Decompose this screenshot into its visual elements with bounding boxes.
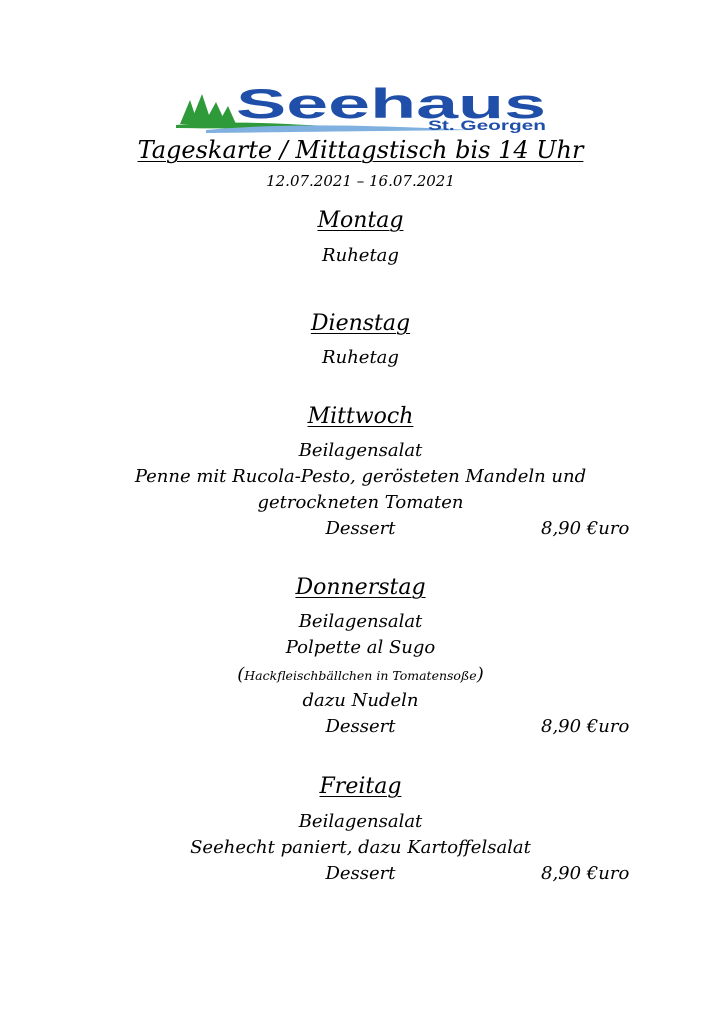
logo-name: Seehaus <box>236 84 546 127</box>
day-heading-donnerstag: Donnerstag <box>295 575 426 600</box>
menu-item-freitag-main: Seehecht paniert, dazu Kartoffelsalat <box>190 837 531 858</box>
seehaus-logo <box>176 84 550 134</box>
menu-item-mittwoch-main-cont: getrockneten Tomaten <box>257 492 464 513</box>
menu-item-freitag-dessert: Dessert <box>325 863 396 884</box>
price-mittwoch: 8,90 €uro <box>541 518 630 539</box>
price-freitag: 8,90 €uro <box>541 863 630 884</box>
dessert-price-row-mittwoch <box>0 520 721 544</box>
menu-item-montag: Ruhetag <box>322 245 399 266</box>
dessert-price-row-freitag <box>0 865 721 889</box>
menu-item-donnerstag-note <box>0 666 721 684</box>
logo-graphic <box>176 84 550 134</box>
note-text: Hackfleischbällchen in Tomatensoße <box>244 668 477 683</box>
note-paren-open: ( <box>237 664 245 685</box>
day-heading-freitag: Freitag <box>319 774 402 799</box>
note-paren-close: ) <box>476 664 484 685</box>
day-heading-montag: Montag <box>317 208 404 233</box>
logo-subtitle: St. Georgen <box>428 117 546 133</box>
menu-item-donnerstag-dessert: Dessert <box>325 716 396 737</box>
menu-item-donnerstag-main: Polpette al Sugo <box>285 637 436 658</box>
menu-item-freitag-salad: Beilagensalat <box>298 811 423 832</box>
day-heading-mittwoch: Mittwoch <box>307 404 414 429</box>
day-heading-dienstag: Dienstag <box>310 311 411 336</box>
dessert-price-row-donnerstag <box>0 718 721 742</box>
date-range: 12.07.2021 – 16.07.2021 <box>266 172 455 190</box>
menu-item-mittwoch-main: Penne mit Rucola-Pesto, gerösteten Mandeln und <box>134 466 587 487</box>
menu-item-mittwoch-dessert: Dessert <box>325 518 396 539</box>
menu-item-donnerstag-salad: Beilagensalat <box>298 611 423 632</box>
price-donnerstag: 8,90 €uro <box>541 716 630 737</box>
page-title: Tageskarte / Mittagstisch bis 14 Uhr <box>137 136 584 164</box>
menu-item-donnerstag-side: dazu Nudeln <box>302 690 419 711</box>
menu-item-mittwoch-salad: Beilagensalat <box>298 440 423 461</box>
menu-item-dienstag: Ruhetag <box>322 347 399 368</box>
